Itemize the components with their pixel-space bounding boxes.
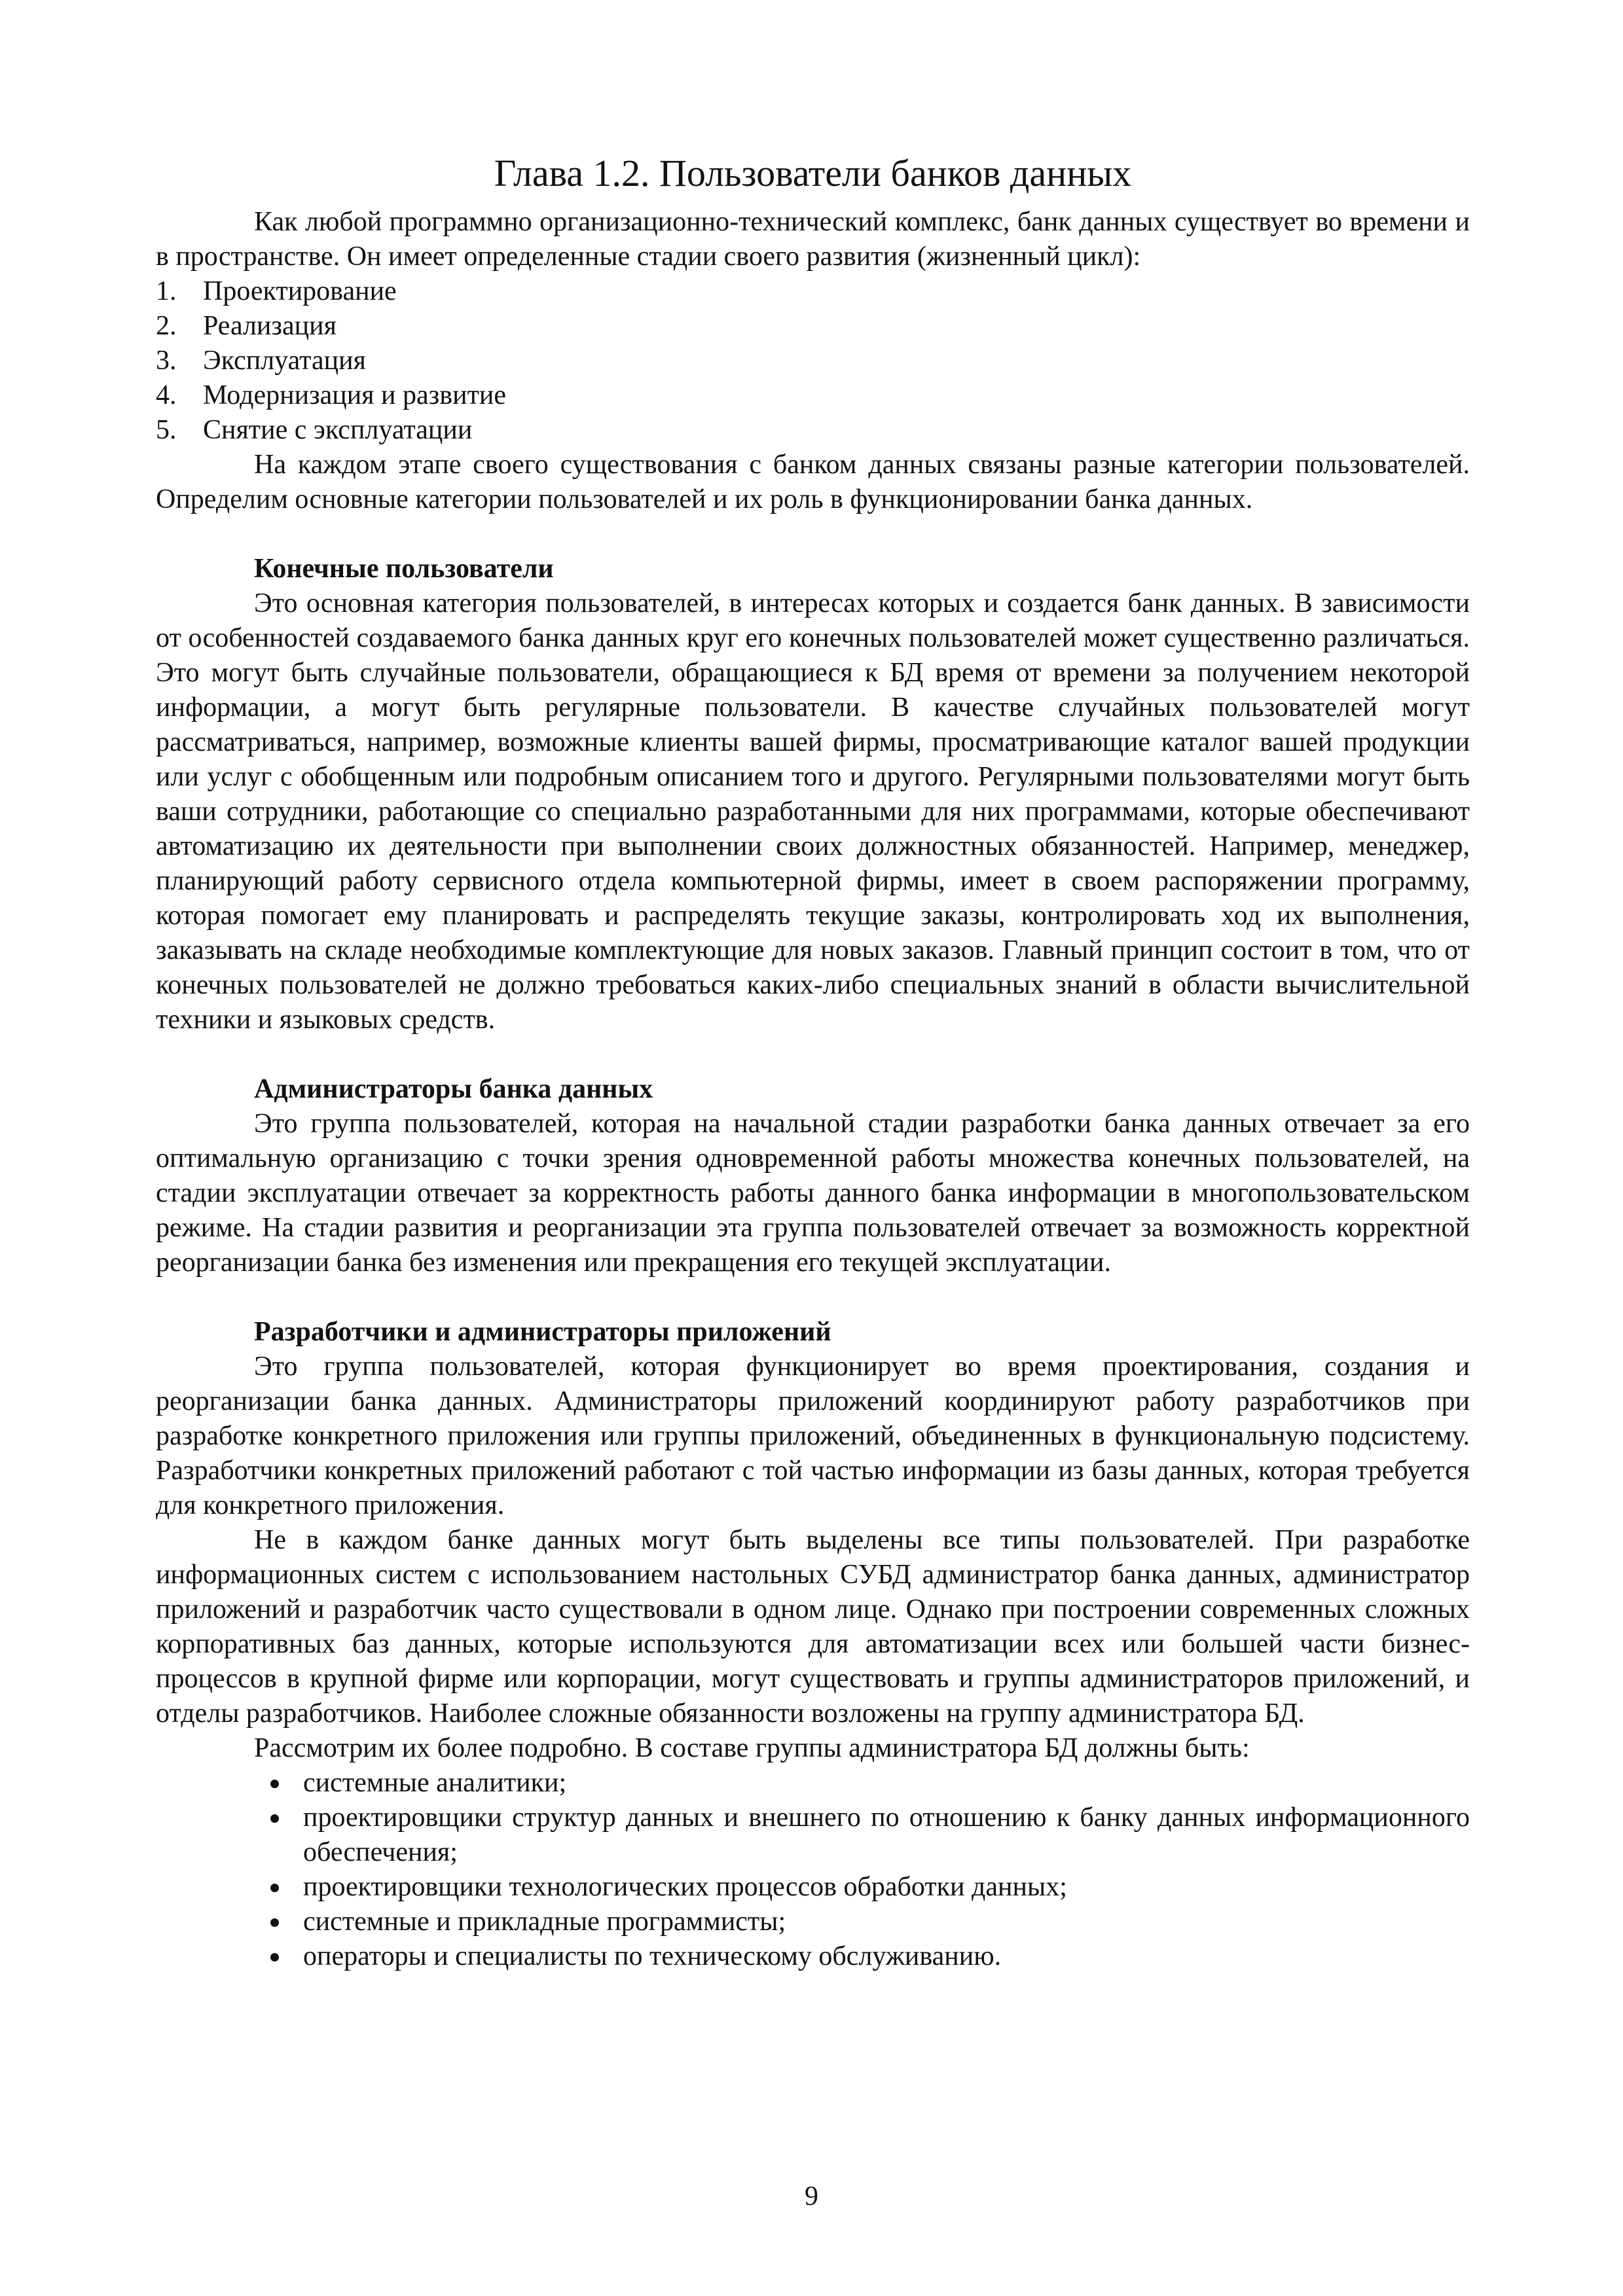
list-item: проектировщики структур данных и внешнего по отношению к банку данных информационного обеспечения;: [270, 1801, 1470, 1870]
section-heading: Разработчики и администраторы приложений: [254, 1317, 831, 1347]
list-item-number: 1.: [156, 276, 177, 306]
list-item: [156, 378, 1470, 413]
page-number: 9: [805, 2181, 818, 2212]
section-paragraph: Это группа пользователей, которая на начальной стадии разработки банка данных отвечает за его оптимальную организацию с точки зрения одновременной работы множества конечных пользователей, на стадии эксплуатации отвечает за корректность работы данного банка информации в многопользовательском режиме. На стадии развития и реорганизации эта группа пользователей отвечает за возможность корректной реорганизации банка без изменения или прекращения его текущей эксплуатации.: [156, 1109, 1470, 1278]
list-item-text: Проектирование: [203, 276, 397, 306]
section-paragraph: Это основная категория пользователей, в интересах которых и создается банк данных. В зависимости от особенностей создаваемого банка данных круг его конечных пользователей может существенно различаться. Это могут быть случайные пользователи, обращающиеся к БД время от времени за получением некоторой информации, а могут быть регулярные пользователи. В качестве случайных пользователей могут рассматриваться, например, возможные клиенты вашей фирмы, просматривающие каталог вашей продукции или услуг с обобщенным или подробным описанием того и другого. Регулярными пользователями могут быть ваши сотрудники, работающие со специально разработанными для них программами, которые обеспечивают автоматизацию их деятельности при выполнении своих должностных обязанностей. Например, менеджер, планирующий работу сервисного отдела компьютерной фирмы, имеет в своем распоряжении программу, которая помогает ему планировать и распределять текущие заказы, контролировать ход их выполнения, заказывать на складе необходимые комплектующие для новых заказов. Главный принцип состоит в том, что от конечных пользователей не должно требоваться каких-либо специальных знаний в области вычислительной техники и языковых средств.: [156, 588, 1470, 1035]
list-item: [156, 344, 1470, 378]
chapter-title: Глава 1.2. Пользователи банков данных: [494, 152, 1132, 194]
list-item-text: Снятие с эксплуатации: [203, 415, 473, 445]
list-item: [156, 413, 1470, 448]
categories-paragraph: На каждом этапе своего существования с банком данных связаны разные категории пользователей. Определим основные категории пользователей и их роль в функционировании банка данных.: [156, 450, 1470, 514]
list-item: системные аналитики;: [270, 1766, 1470, 1801]
list-item-number: 3.: [156, 346, 177, 376]
page-content: [156, 147, 1470, 1974]
list-item-number: 2.: [156, 311, 177, 341]
list-item-text: Эксплуатация: [203, 346, 366, 376]
intro-paragraph: Как любой программно организационно-технический комплекс, банк данных существует во времени и в пространстве. Он имеет определенные стадии своего развития (жизненный цикл):: [156, 207, 1470, 272]
list-item: проектировщики технологических процессов обработки данных;: [270, 1870, 1470, 1905]
list-item-number: 5.: [156, 415, 177, 445]
section-heading: Конечные пользователи: [254, 554, 554, 584]
admin-group-intro: Рассмотрим их более подробно. В составе группы администратора БД должны быть:: [254, 1733, 1250, 1763]
list-item: [156, 309, 1470, 344]
admin-group-list: [156, 1766, 1470, 1974]
user-types-paragraph: Не в каждом банке данных могут быть выделены все типы пользователей. При разработке информационных систем с использованием настольных СУБД администратор банка данных, администратор приложений и разработчик часто существовали в одном лице. Однако при построении современных сложных корпоративных баз данных, которые используются для автоматизации всех или большей части бизнес-процессов в крупной фирме или корпорации, могут существовать и группы администраторов приложений, и отделы разработчиков. Наиболее сложные обязанности возложены на группу администратора БД.: [156, 1525, 1470, 1729]
list-item-text: Модернизация и развитие: [203, 380, 507, 410]
lifecycle-list: [156, 274, 1470, 448]
list-item: [156, 274, 1470, 309]
list-item-text: Реализация: [203, 311, 337, 341]
list-item: операторы и специалисты по техническому обслуживанию.: [270, 1939, 1470, 1974]
list-item-number: 4.: [156, 380, 177, 410]
section-db-admins: [156, 1072, 1470, 1280]
section-heading: Администраторы банка данных: [254, 1074, 653, 1104]
section-paragraph: Это группа пользователей, которая функционирует во время проектирования, создания и реорганизации банка данных. Администраторы приложений координируют работу разработчиков при разработке конкретного приложения или группы приложений, объединенных в функциональную подсистему. Разработчики конкретных приложений работают с той частью информации из базы данных, которая требуется для конкретного приложения.: [156, 1352, 1470, 1520]
section-app-developers: [156, 1315, 1470, 1523]
section-end-users: [156, 552, 1470, 1037]
list-item: системные и прикладные программисты;: [270, 1905, 1470, 1939]
